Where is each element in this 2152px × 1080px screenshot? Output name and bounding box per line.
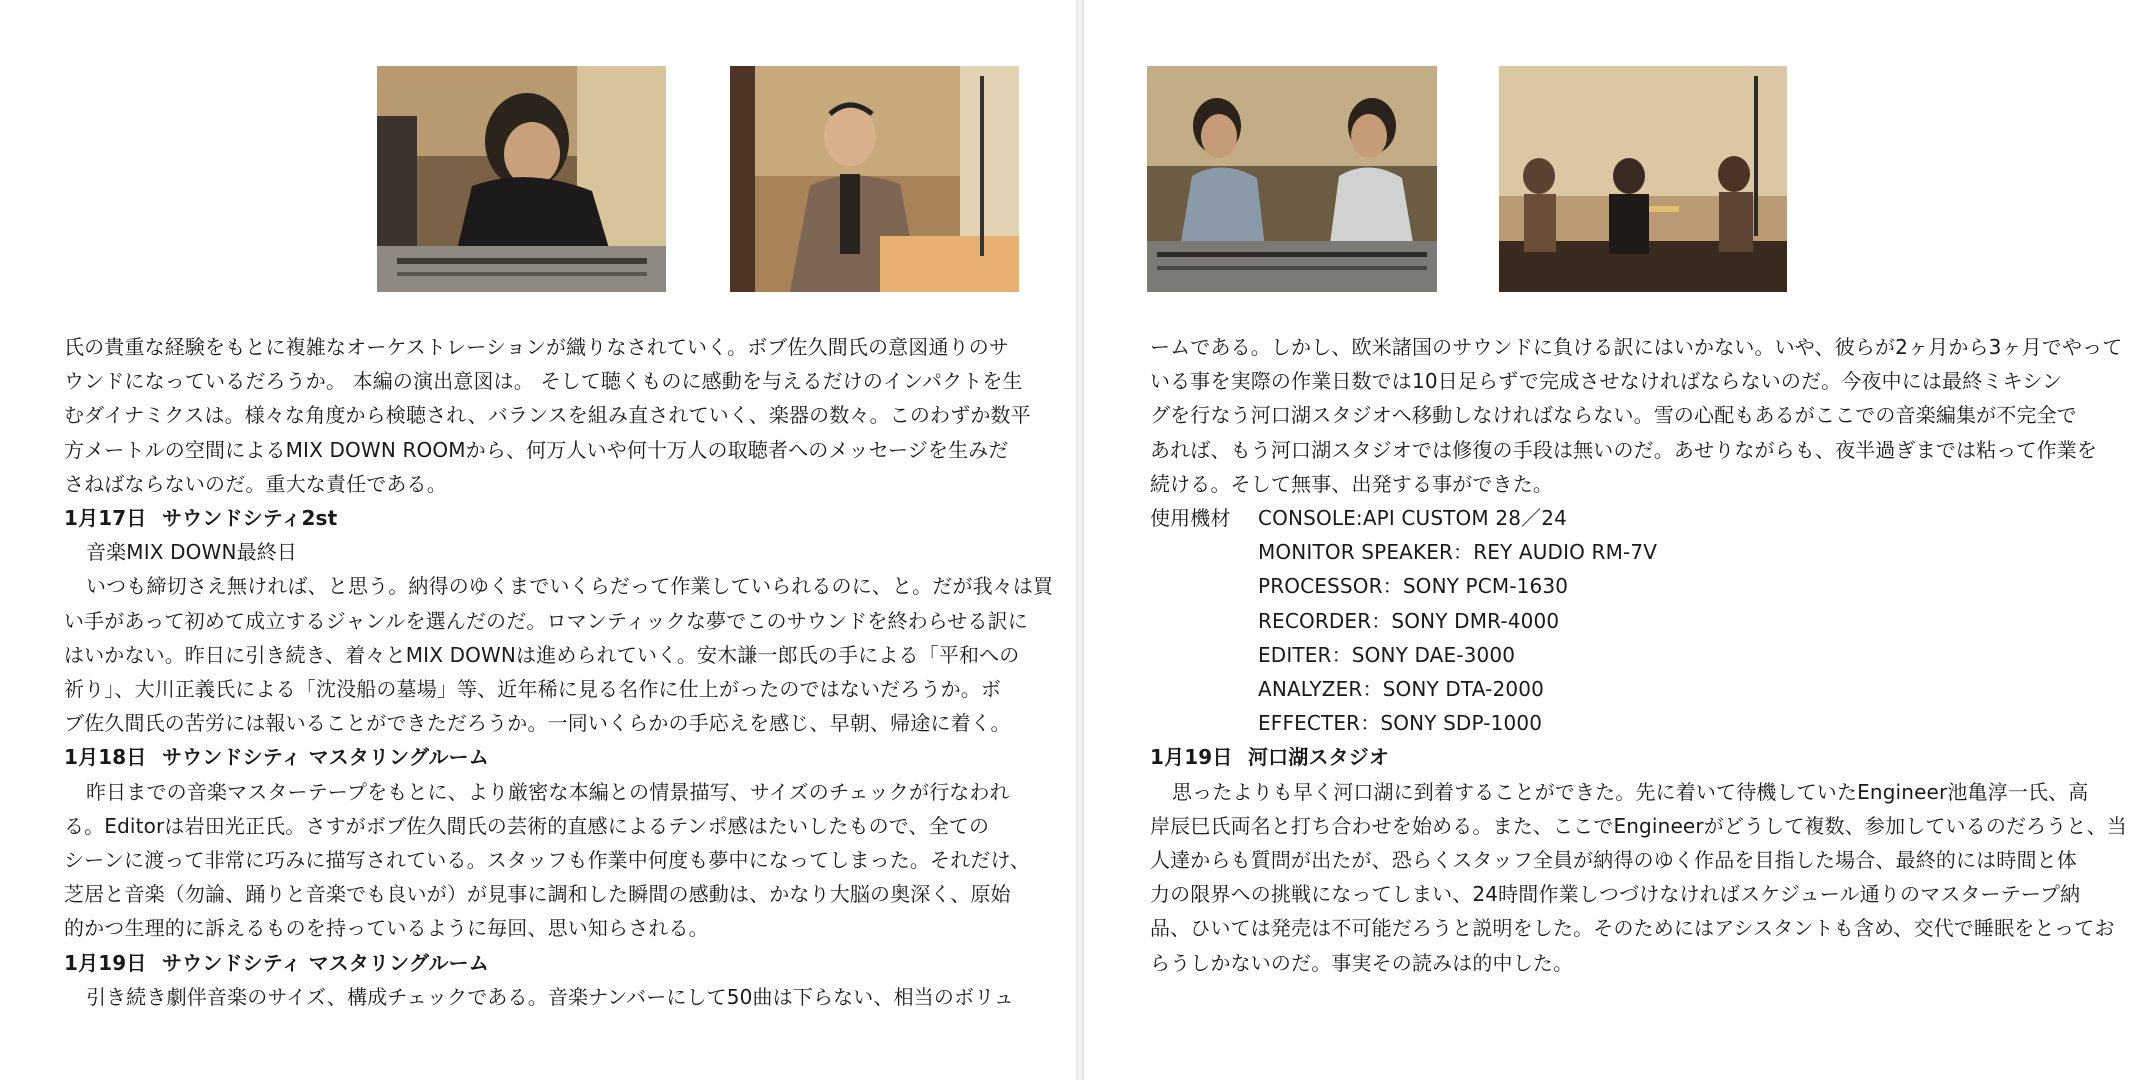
photo-mixing-console-two-men: [1147, 66, 1437, 292]
equipment-item: EFFECTER：SONY SDP-1000: [1258, 711, 1543, 736]
equipment-item: CONSOLE:API CUSTOM 28／24: [1258, 506, 1567, 531]
equipment-items: [1258, 501, 1657, 740]
entry-date: 1月19日: [1150, 745, 1233, 770]
right-text-block: [1150, 330, 2127, 980]
right-page: [1084, 0, 2152, 1080]
paragraph-line: グを行なう河口湖スタジオへ移動しなければならない。雪の心配もあるがここでの音楽編集が不完全で: [1150, 403, 2077, 428]
entry-date: 1月19日: [64, 950, 147, 975]
equipment-item: PROCESSOR：SONY PCM-1630: [1258, 574, 1569, 599]
equipment-item: RECORDER：SONY DMR-4000: [1258, 608, 1560, 633]
left-text-block: [64, 330, 1054, 1014]
paragraph-line: あれば、もう河口湖スタジオでは修復の手段は無いのだ。あせりながらも、夜半過ぎまでは粘って作業を: [1150, 437, 2098, 462]
entry-line: 品、ひいては発売は不可能だろうと説明をした。そのためにはアシスタントも含め、交代で睡眠をとってお: [1150, 916, 2115, 941]
entry-line: 引き続き劇伴音楽のサイズ、構成チェックである。音楽ナンバーにして50曲は下らない、相当のボリュ: [86, 984, 1014, 1009]
equipment-item: EDITER：SONY DAE-3000: [1258, 642, 1516, 667]
entry-heading: [64, 740, 1024, 774]
entry-heading: [64, 501, 1024, 535]
entry-line: はいかない。昨日に引き続き、着々とMIX DOWNは進められていく。安木謙一郎氏の手による「平和への: [64, 642, 1020, 667]
entry-date: 1月18日: [64, 745, 147, 770]
equipment-list: [1150, 501, 2106, 740]
paragraph-line: むダイナミクスは。様々な角度から検聴され、バランスを組み直されていく、楽器の数々。このわずか数平: [64, 403, 1031, 428]
entry-line: シーンに渡って非常に巧みに描写されている。スタッフも作業中何度も夢中になってしまった。それだけ、: [64, 848, 1030, 873]
entry-place: サウンドシティ2st: [162, 506, 338, 531]
entry-place: サウンドシティ マスタリングルーム: [162, 950, 489, 975]
entry-date: 1月17日: [64, 506, 147, 531]
book-gutter: [1076, 0, 1084, 1080]
paragraph-line: ウンドになっているだろうか。 本編の演出意図は。 そして聴くものに感動を与えるだけのインパクトを生: [64, 369, 1023, 394]
entry-line: いつも締切さえ無ければ、と思う。納得のゆくまでいくらだって作業していられるのに、と。だが我々は買: [86, 574, 1054, 599]
entry-line: ブ佐久間氏の苦労には報いることができただろうか。一同いくらかの手応えを感じ、早朝、帰途に着く。: [64, 711, 1011, 736]
entry-line: 昨日までの音楽マスターテープをもとに、より厳密な本編との情景描写、サイズのチェックが行なわれ: [86, 779, 1010, 804]
entry-line: 祈り」、大川正義氏による「沈没船の墓場」等、近年稀に見る名作に仕上がったのではないだろうか。ボ: [64, 677, 1002, 702]
equipment-item: MONITOR SPEAKER：REY AUDIO RM-7V: [1258, 540, 1658, 565]
photo-engineer-console: [377, 66, 666, 292]
paragraph-line: ームである。しかし、欧米諸国のサウンドに負ける訳にはいかない。いや、彼らが2ヶ月から3ヶ月でやって: [1150, 335, 2123, 359]
paragraph-line: さねばならないのだ。重大な責任である。: [64, 471, 447, 496]
paragraph-line: 氏の貴重な経験をもとに複雑なオーケストレーションが織りなされていく。ボブ佐久間氏の意図通りのサ: [64, 335, 1010, 359]
entry-line: 芝居と音楽（勿論、踊りと音楽でも良いが）が見事に調和した瞬間の感動は、かなり大脳の奥深く、原始: [64, 882, 1011, 907]
entry-heading: [64, 946, 1024, 980]
entry-line: 人達からも質問が出たが、恐らくスタッフ全員が納得のゆく作品を目指した場合、最終的には時間と体: [1150, 848, 2077, 873]
paragraph-line: いる事を実際の作業日数では10日足らずで完成させなければならないのだ。今夜中には最終ミキシン: [1150, 369, 2063, 394]
photo-trumpet-section: [1499, 66, 1787, 292]
photo-conductor-microphone: [730, 66, 1019, 292]
equipment-item: ANALYZER：SONY DTA-2000: [1258, 677, 1544, 702]
entry-line: 力の限界への挑戦になってしまい、24時間作業しつづけなければスケジュール通りのマスターテープ納: [1150, 882, 2081, 907]
entry-subtitle: 音楽MIX DOWN最終日: [86, 540, 298, 565]
equipment-label: 使用機材: [1150, 506, 1231, 531]
entry-line: らうしかないのだ。事実その読みは的中した。: [1150, 950, 1574, 975]
entry-line: る。Editorは岩田光正氏。さすがボブ佐久間氏の芸術的直感によるテンポ感はたいしたもので、全ての: [64, 813, 990, 838]
entry-line: い手があって初めて成立するジャンルを選んだのだ。ロマンティックな夢でこのサウンドを終わらせる訳に: [64, 608, 1028, 633]
entry-place: サウンドシティ マスタリングルーム: [162, 745, 489, 770]
entry-line: 岸辰巳氏両名と打ち合わせを始める。また、ここでEngineerがどうして複数、参加しているのだろうと、当: [1150, 813, 2127, 838]
entry-line: 的かつ生理的に訴えるものを持っているように毎回、思い知らされる。: [64, 916, 709, 941]
entry-heading: [1150, 740, 2106, 774]
paragraph-line: 続ける。そして無事、出発する事ができた。: [1150, 471, 1553, 496]
paragraph-line: 方メートルの空間によるMIX DOWN ROOMから、何万人いや何十万人の取聴者へのメッセージを生みだ: [64, 437, 1009, 462]
entry-line: 思ったよりも早く河口湖に到着することができた。先に着いて待機していたEngineer池亀淳一氏、高: [1172, 779, 2089, 804]
entry-place: 河口湖スタジオ: [1248, 745, 1390, 770]
